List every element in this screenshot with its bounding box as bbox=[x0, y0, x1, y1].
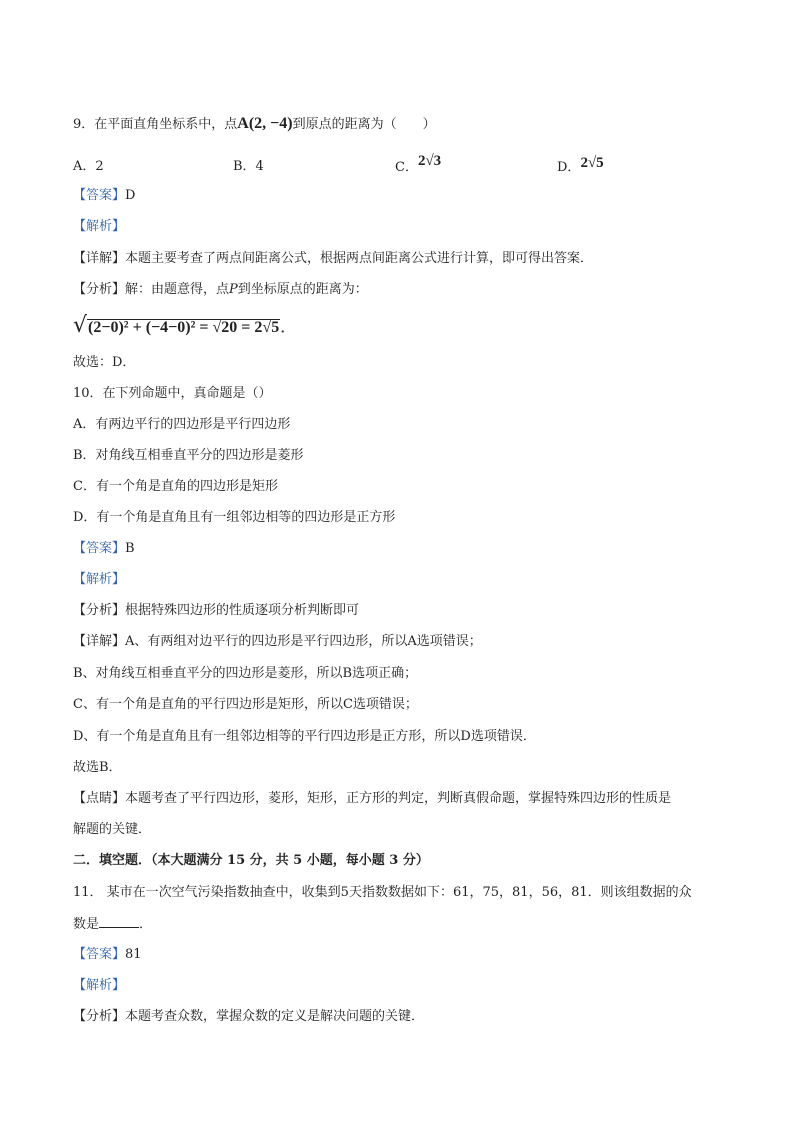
detail-text: 本题主要考查了两点间距离公式，根据两点间距离公式进行计算，即可得出答案． bbox=[125, 251, 594, 266]
fenxi-text: 根据特殊四边形的性质逐项分析判断即可 bbox=[125, 603, 360, 618]
q10-detail-c: C、有一个角是直角的平行四边形是矩形，所以C选项错误； bbox=[73, 697, 418, 712]
fenxi-text-tail: 到坐标原点的距离为： bbox=[237, 282, 368, 297]
q9-option-c bbox=[395, 153, 442, 177]
detail-tag: 【详解】 bbox=[73, 251, 126, 266]
fenxi-tag: 【分析】 bbox=[73, 282, 126, 297]
q10-option-a: A．有两边平行的四边形是平行四边形 bbox=[73, 417, 291, 432]
q10-option-b: B．对角线互相垂直平分的四边形是菱形 bbox=[73, 448, 304, 463]
q9-fenxi bbox=[73, 281, 368, 299]
answer-value: D bbox=[125, 188, 136, 203]
detail-text-a: A、有两组对边平行的四边形是平行四边形，所以A选项错误； bbox=[125, 634, 482, 649]
section-title: 二．填空题．（本大题满分 15 分，共 5 小题，每小题 3 分） bbox=[73, 853, 429, 868]
dianjing-tag: 【点睛】 bbox=[73, 791, 126, 806]
fenxi-text: 解：由题意得，点 bbox=[125, 282, 230, 297]
fenxi-text: 本题考查众数，掌握众数的定义是解决问题的关键． bbox=[125, 1009, 425, 1024]
answer-tag: 【答案】 bbox=[73, 947, 126, 962]
q10-option-c: C．有一个角是直角的四边形是矩形 bbox=[73, 479, 278, 494]
q9-analysis-tag: 【解析】 bbox=[73, 219, 126, 234]
q9-stem-tail: 到原点的距离为（ ） bbox=[292, 117, 436, 132]
q9-option-c-value: 2√3 bbox=[417, 153, 442, 169]
q9-option-d-value: 2√5 bbox=[580, 155, 604, 171]
detail-tag: 【详解】 bbox=[73, 634, 126, 649]
q9-detail bbox=[73, 250, 593, 268]
q10-stem: 10．在下列命题中，真命题是（） bbox=[73, 386, 272, 401]
q10-fenxi bbox=[73, 602, 359, 620]
q11-stem-text: 数是 bbox=[73, 917, 100, 932]
q11-stem-period: ． bbox=[139, 917, 153, 932]
answer-tag: 【答案】 bbox=[73, 541, 126, 556]
fenxi-tag: 【分析】 bbox=[73, 1009, 126, 1024]
q10-option-d: D．有一个角是直角且有一组邻边相等的四边形是正方形 bbox=[73, 510, 396, 525]
q9-option-c-label: C． bbox=[395, 160, 418, 175]
fenxi-tag: 【分析】 bbox=[73, 603, 126, 618]
q10-dianjing-cont: 解题的关键． bbox=[73, 822, 152, 837]
dianjing-text: 本题考查了平行四边形，菱形，矩形，正方形的判定，判断真假命题，掌握特殊四边形的性质是 bbox=[125, 791, 672, 806]
q11-answer bbox=[73, 946, 142, 964]
q11-stem-cont bbox=[73, 915, 152, 934]
q10-detail-d: D、有一个角是直角且有一组邻边相等的平行四边形是正方形，所以D选项错误． bbox=[73, 729, 536, 744]
q10-detail-b: B、对角线互相垂直平分的四边形是菱形，所以B选项正确； bbox=[73, 666, 418, 681]
answer-value: 81 bbox=[125, 947, 142, 962]
q9-answer bbox=[73, 187, 135, 205]
q9-option-b: B．4 bbox=[233, 159, 264, 174]
answer-value: B bbox=[125, 541, 135, 556]
q9-option-d-label: D． bbox=[557, 160, 581, 175]
q11-analysis-tag: 【解析】 bbox=[73, 978, 126, 993]
q9-option-d bbox=[557, 155, 604, 177]
formula-period: ． bbox=[280, 317, 297, 336]
q10-analysis-tag: 【解析】 bbox=[73, 572, 126, 587]
q9-stem-text: 9．在平面直角坐标系中，点 bbox=[73, 117, 238, 132]
point-p-label: P bbox=[229, 282, 238, 297]
q9-formula bbox=[73, 314, 296, 339]
q10-dianjing bbox=[73, 790, 671, 808]
q9-choose: 故选：D． bbox=[73, 355, 136, 370]
q10-choose: 故选B． bbox=[73, 760, 122, 775]
q10-answer bbox=[73, 540, 135, 558]
q9-stem bbox=[73, 115, 436, 134]
q11-fenxi bbox=[73, 1008, 424, 1026]
distance-formula: (2−0)² + (−4−0)² = √20 = 2√5 bbox=[88, 319, 280, 336]
q11-stem: 11． 某市在一次空气污染指数抽查中，收集到5天指数数据如下：61，75，81，56，81．则该组数据的众 bbox=[73, 885, 692, 900]
q10-detail bbox=[73, 633, 482, 651]
answer-blank bbox=[99, 915, 139, 928]
radical-sign: √ bbox=[73, 313, 88, 338]
answer-tag: 【答案】 bbox=[73, 188, 126, 203]
q9-point-formula: A(2, −4) bbox=[237, 115, 293, 132]
q9-option-a: A．2 bbox=[73, 159, 104, 174]
